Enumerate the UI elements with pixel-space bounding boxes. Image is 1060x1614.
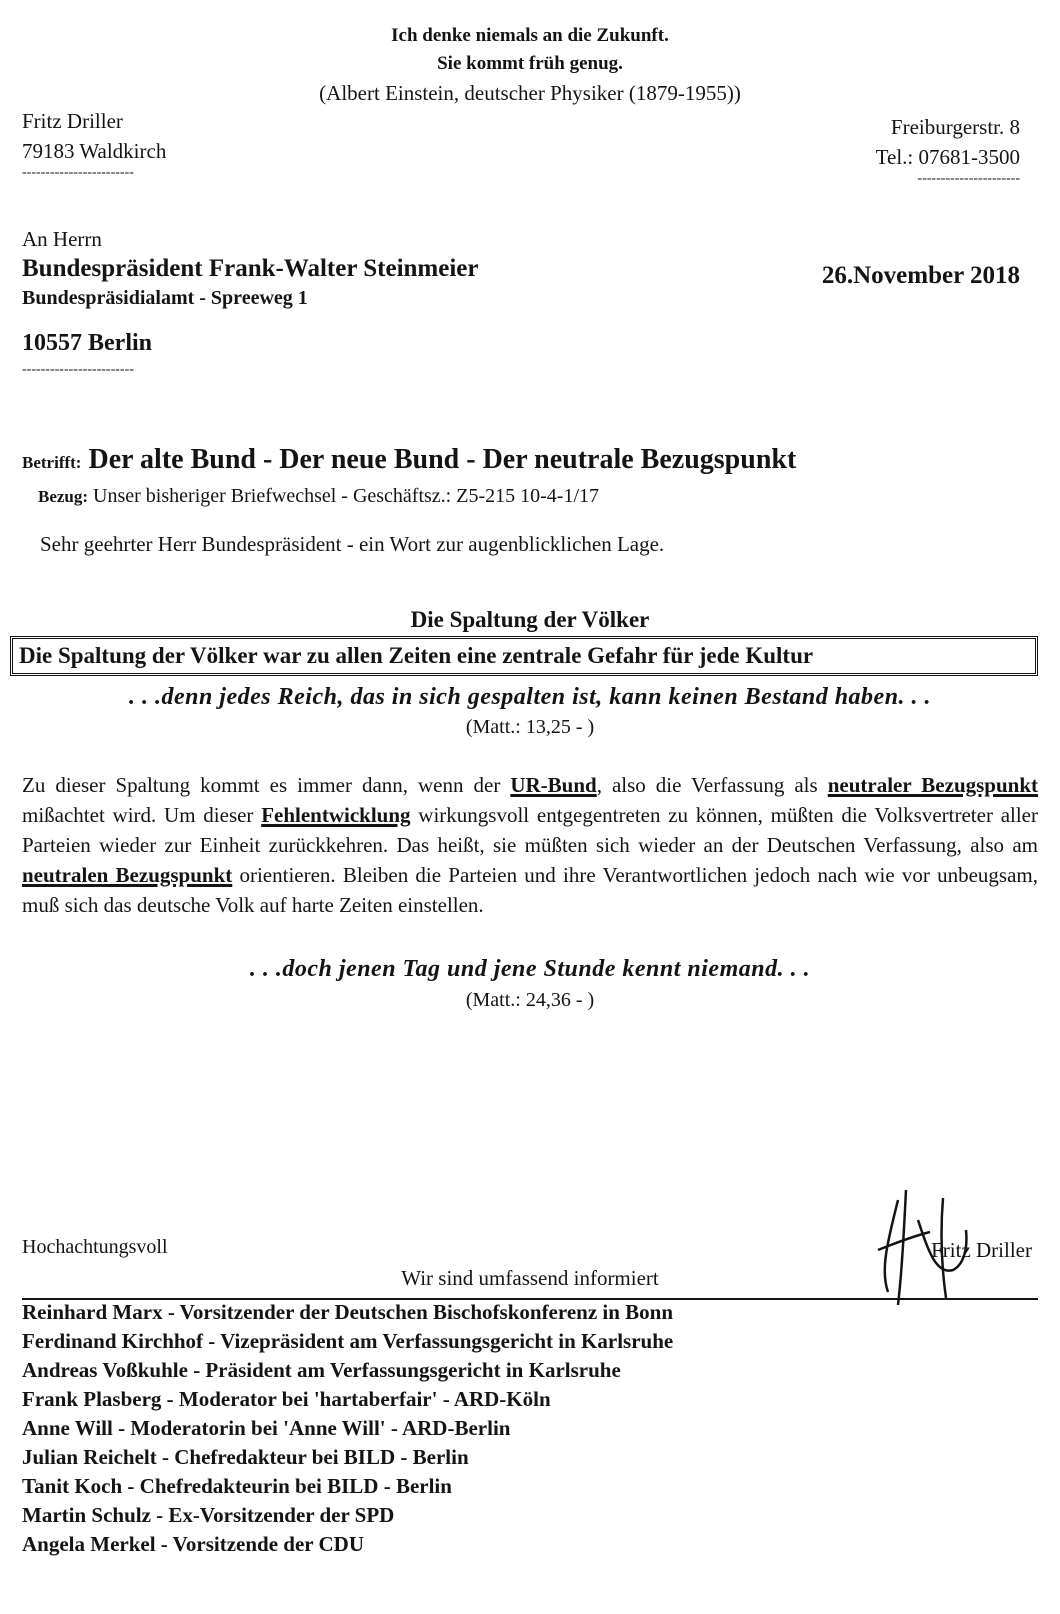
fehlentwicklung-term: Fehlentwicklung: [261, 803, 411, 827]
recipient-block: [22, 224, 478, 377]
body-text-3: mißachtet wird. Um dieser: [22, 803, 262, 827]
epigraph-line-1: Ich denke niemals an die Zukunft.: [391, 25, 669, 46]
subject-label: Betrifft:: [22, 453, 82, 472]
recipient-divider: ------------------------: [22, 362, 134, 377]
recipient-office: Bundespräsidialamt - Spreeweg 1: [22, 287, 308, 309]
section-title: Die Spaltung der Völker: [410, 607, 650, 632]
cc-item: Andreas Voßkuhle - Präsident am Verfassungsgericht in Karlsruhe: [22, 1358, 621, 1382]
contact-block: [876, 112, 1020, 186]
epigraph-line-2: Sie kommt früh genug.: [437, 53, 623, 74]
thesis-box: Die Spaltung der Völker war zu allen Zeiten eine zentrale Gefahr für jede Kultur: [10, 636, 1038, 676]
cc-item: Tanit Koch - Chefredakteurin bei BILD - Berlin: [22, 1474, 452, 1498]
subject-text: Der alte Bund - Der neue Bund - Der neutrale Bezugspunkt: [88, 444, 797, 475]
cc-item: Martin Schulz - Ex-Vorsitzender der SPD: [22, 1503, 395, 1527]
salutation: Sehr geehrter Herr Bundespräsident - ein Wort zur augenblicklichen Lage.: [40, 532, 665, 556]
letter-date: 26.November 2018: [821, 262, 1020, 289]
recipient-salutation: An Herrn: [22, 227, 102, 251]
cc-item: Anne Will - Moderatorin bei 'Anne Will' - ARD-Berlin: [22, 1416, 511, 1440]
cc-item: Frank Plasberg - Moderator bei 'hartaberfair' - ARD-Köln: [22, 1387, 551, 1411]
signer-name: Fritz Driller: [931, 1238, 1032, 1262]
contact-divider: ----------------------: [917, 171, 1020, 186]
cc-item: Reinhard Marx - Vorsitzender der Deutschen Bischofskonferenz in Bonn: [22, 1300, 674, 1324]
sender-divider: ------------------------: [22, 165, 134, 180]
body-paragraph: [22, 770, 1038, 920]
recipient-name: Bundespräsident Frank-Walter Steinmeier: [22, 255, 479, 282]
sender-phone: Tel.: 07681-3500: [875, 145, 1020, 169]
epigraph-attribution: (Albert Einstein, deutscher Physiker (1879-1955)): [319, 81, 741, 105]
cc-item: Julian Reichelt - Chefredakteur bei BILD - Berlin: [22, 1445, 469, 1469]
sender-block: [22, 106, 166, 180]
body-text-5: orientieren. Bleiben die Parteien und ihre Verantwortlichen jedoch nach wie vor unbeugsam, muß sich das deutsche Volk auf harte Zeiten einstellen.: [22, 863, 1038, 917]
verse-1: . . .denn jedes Reich, das in sich gespalten ist, kann keinen Bestand haben. . .: [128, 684, 932, 710]
ur-bund-term: UR-Bund: [510, 773, 597, 797]
sender-city: 79183 Waldkirch: [22, 139, 167, 163]
closing: Hochachtungsvoll: [22, 1236, 168, 1258]
sender-name: Fritz Driller: [22, 109, 123, 133]
body-text-2: , also die Verfassung als: [596, 773, 828, 797]
cc-item: Ferdinand Kirchhof - Vizepräsident am Verfassungsgericht in Karlsruhe: [22, 1329, 674, 1353]
cc-list: [22, 1298, 673, 1559]
recipient-city: 10557 Berlin: [22, 330, 152, 356]
subject-line: [22, 444, 796, 476]
verse-2: . . .doch jenen Tag und jene Stunde kennt niemand. . .: [249, 956, 811, 982]
reference-text: Unser bisheriger Briefwechsel - Geschäftsz.: Z5-215 10-4-1/17: [93, 485, 599, 507]
verse-2-citation: (Matt.: 24,36 - ): [465, 989, 595, 1011]
cc-item: Angela Merkel - Vorsitzende der CDU: [22, 1532, 364, 1556]
informed-title: Wir sind umfassend informiert: [401, 1266, 659, 1290]
body-text-1: Zu dieser Spaltung kommt es immer dann, wenn der: [22, 773, 511, 797]
reference-line: [38, 485, 599, 508]
neutral-reference-term: neutraler Bezugspunkt: [827, 773, 1039, 797]
reference-label: Bezug:: [38, 487, 89, 506]
neutral-reference-term-2: neutralen Bezugspunkt: [22, 863, 233, 887]
sender-street: Freiburgerstr. 8: [890, 115, 1020, 139]
body-text-4: wirkungsvoll entgegentreten zu können, müßten die Volksvertreter aller Parteien wieder zur Einheit zurückkehren. Das heißt, sie müßten sich wieder an der Deutschen Verfassung, also am: [22, 803, 1038, 857]
verse-1-citation: (Matt.: 13,25 - ): [465, 716, 595, 738]
